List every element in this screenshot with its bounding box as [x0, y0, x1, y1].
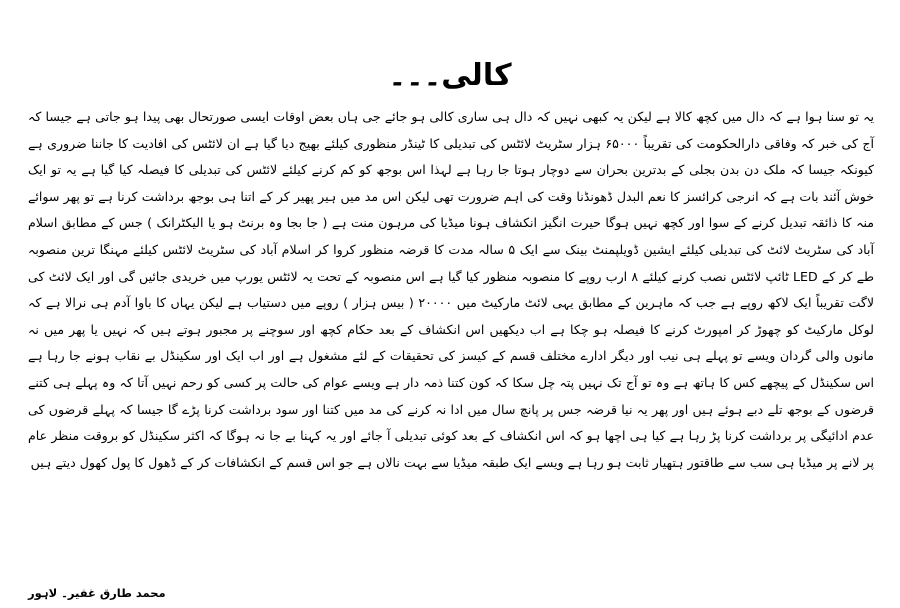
author-signature: محمد طارق غفیر۔ لاہور [28, 586, 166, 600]
article-body [28, 104, 874, 476]
article-paragraph: یہ تو سنا ہوا ہے کہ دال میں کچھ کالا ہے لیکن یہ کبھی نہیں کہ دال ہی ساری کالی ہو جائے جی ہاں بعض اوقات ایسی صورتحال بھی پیدا ہو جاتی ہے جیسا کہ آج کی خبر کہ وفاقی دارالحکومت کی تقریباً ۶۵۰۰۰ ہزار سٹریٹ لائٹس کی تبدیلی کا ٹینڈر منظوری کیلئے بھیج دیا گیا ہے ان لائٹس کی افادیت کا جاننا ضروری ہے کیونکہ جیسا کہ ملک دن بدن بجلی کے بدترین بحران سے دوچار ہوتا جا رہا ہے لہذا اس بوجھ کو کم کرنے کیلئے لائٹس کی تبدیلی کا فیصلہ کیا گیا ہے یہ تو ایک خوش آئند بات ہے کہ انرجی کرائسز کا نعم البدل ڈھونڈنا وقت کی اہم ضرورت تھی لیکن اس مد میں ہیر پھیر کر کے اتنا ہی بوجھ برداشت کرنا ہے تو پھر سوائے منہ کا ذائقہ تبدیل کرنے کے سوا اور کچھ نہیں ہوگا حیرت انگیز انکشاف ہونا میڈیا کی مرہون منت ہے ( جا بجا وہ برنٹ ہو یا الیکٹرانک ) جس کے مطابق اسلام آباد کی سٹریٹ لائٹ کی تبدیلی کیلئے ایشین ڈویلپمنٹ بینک سے ایک ۵ سالہ مدت کا قرضہ منظور کروا کر اسلام آباد کی سٹریٹ لائٹس کیلئے مہنگا ترین منصوبہ طے کر کے LED ٹائپ لائٹس نصب کرنے کیلئے ۸ ارب روپے کا منصوبہ منظور کیا گیا ہے اس منصوبہ کے تحت یہ لائٹس یورپ میں خریدی جائیں گی اور ایک لائٹ کی لاگت تقریباً ایک لاکھ روپے ہے جب کہ ماہرین کے مطابق یہی لائٹ مارکیٹ میں ۲۰۰۰۰ ( بیس ہزار ) روپے میں دستیاب ہے لیکن یہاں کا باوا آدم ہی نرالا ہے کہ لوکل مارکیٹ کو چھوڑ کر امپورٹ کرنے کا فیصلہ ہو چکا ہے اب دیکھیں اس انکشاف کے بعد حکام کچھ اور سوچنے پر مجبور ہوتے ہیں کہ نہیں یا پھر میں نہ مانوں والی گردان ویسے تو پہلے ہی نیب اور دیگر ادارے مختلف قسم کے کیسز کی تحقیقات کے لئے مشغول ہے اور اب ایک اور سکینڈل بے نقاب ہونے جا رہا ہے اس سکینڈل کے پیچھے کس کا ہاتھ ہے وہ تو آج تک نہیں پتہ چل سکا کہ کون کتنا ذمہ دار ہے ویسے عوام کی حالت پر کسی کو رحم نہیں آتا کہ وہ پہلے ہی کتنے قرضوں کے بوجھ تلے دبے ہوئے ہیں اور پھر یہ نیا قرضہ جس پر پانچ سال میں ادا نہ کرنے کی مد میں کتنا اور سود برداشت کرنا پڑے گا جیسا کہ پہلے قرضوں کی عدم ادائیگی پر برداشت کرنا پڑ رہا ہے کیا ہی اچھا ہو کہ اس انکشاف کے بعد کوئی تبدیلی آ جائے اور یہ کہنا بے جا نہ ہوگا کہ اکثر سکینڈل کو بروقت منظر عام پر لانے پر میڈیا ہی سب سے طاقتور ہتھیار ثابت ہو رہا ہے ویسے ایک طبقہ میڈیا سے بہت نالاں ہے جو اس قسم کے انکشافات کر کے ڈھول کا پول کھول دیتے ہیں [28, 109, 875, 470]
article-title: کالی۔۔۔ [388, 58, 512, 93]
